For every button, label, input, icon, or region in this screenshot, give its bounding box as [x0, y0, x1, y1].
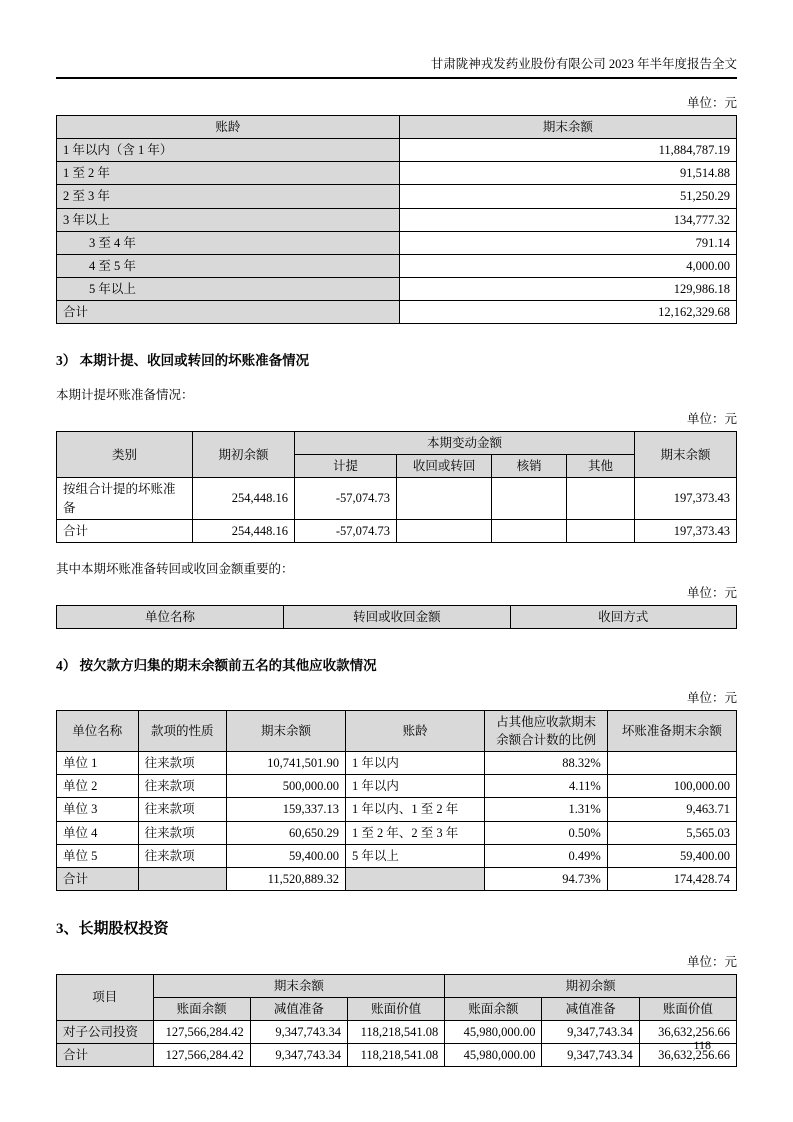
table-header-row: [57, 432, 737, 455]
table-row: [57, 185, 737, 208]
cell-percentage: 0.50%: [485, 821, 607, 844]
table-row: [57, 254, 737, 277]
cell-amount: [566, 478, 634, 519]
column-group-ending-balance: 期末余额: [153, 974, 445, 997]
table-row: [57, 277, 737, 300]
cell-aging-label: 3 年以上: [57, 208, 400, 231]
cell-total-amount: 12,162,329.68: [399, 301, 736, 324]
column-header-recovery-method: 收回方式: [510, 605, 736, 628]
cell-percentage: 0.49%: [485, 844, 607, 867]
table-row: [57, 478, 737, 519]
cell-amount: 45,980,000.00: [445, 1044, 542, 1067]
cell-amount: 254,448.16: [193, 519, 295, 542]
cell-amount: 118,218,541.08: [348, 1044, 445, 1067]
aging-balance-table: [56, 115, 737, 324]
cell-entity: 单位 1: [57, 752, 139, 775]
cell-nature: [138, 867, 226, 890]
table-row: [57, 231, 737, 254]
cell-amount: 197,373.43: [634, 478, 736, 519]
cell-aging-label: 4 至 5 年: [57, 254, 400, 277]
cell-amount: 791.14: [399, 231, 736, 254]
cell-total-label: 合计: [57, 1044, 154, 1067]
cell-amount: 100,000.00: [607, 775, 736, 798]
column-header-proportion: 占其他应收款期末余额合计数的比例: [485, 710, 607, 751]
cell-aging: 1 年以内: [345, 775, 484, 798]
cell-amount: 9,347,743.34: [250, 1044, 347, 1067]
cell-amount: 4,000.00: [399, 254, 736, 277]
cell-amount: 36,632,256.66: [639, 1021, 736, 1044]
table-row: [57, 821, 737, 844]
table-total-row: [57, 1044, 737, 1067]
cell-amount: [397, 478, 492, 519]
column-header-nature: 款项的性质: [138, 710, 226, 751]
provision-intro-text: 本期计提坏账准备情况：: [56, 388, 194, 403]
cell-amount: 127,566,284.42: [153, 1021, 250, 1044]
cell-amount: 91,514.88: [399, 162, 736, 185]
column-header-entity-name: 单位名称: [57, 710, 139, 751]
cell-aging: 1 年以内、1 至 2 年: [345, 798, 484, 821]
cell-amount: 129,986.18: [399, 277, 736, 300]
cell-amount: 9,463.71: [607, 798, 736, 821]
cell-amount: 254,448.16: [193, 478, 295, 519]
column-header-aging: 账龄: [345, 710, 484, 751]
table-header-row: [57, 974, 737, 997]
column-header-book-balance: 账面余额: [153, 998, 250, 1021]
column-header-item: 项目: [57, 974, 154, 1020]
cell-total-label: 合计: [57, 867, 139, 890]
column-group-beginning-balance: 期初余额: [445, 974, 737, 997]
cell-aging: [345, 867, 484, 890]
cell-entity: 单位 2: [57, 775, 139, 798]
column-header-recovered: 收回或转回: [397, 455, 492, 478]
cell-total-label: 合计: [57, 519, 193, 542]
cell-nature: 往来款项: [138, 775, 226, 798]
cell-aging-label: 3 至 4 年: [57, 231, 400, 254]
cell-amount: 500,000.00: [226, 775, 345, 798]
column-header-ending-balance: 期末余额: [399, 116, 736, 139]
cell-amount: 118,218,541.08: [348, 1021, 445, 1044]
cell-amount: 134,777.32: [399, 208, 736, 231]
column-header-book-balance: 账面余额: [445, 998, 542, 1021]
cell-amount: [566, 519, 634, 542]
cell-aging-label: 1 年以内（含 1 年）: [57, 139, 400, 162]
column-header-category: 类别: [57, 432, 193, 478]
table-header-row: [57, 116, 737, 139]
column-header-entity-name: 单位名称: [57, 605, 284, 628]
cell-amount: 59,400.00: [607, 844, 736, 867]
cell-amount: 9,347,743.34: [542, 1044, 639, 1067]
table-row: [57, 775, 737, 798]
cell-amount: 159,337.13: [226, 798, 345, 821]
cell-aging-label: 1 至 2 年: [57, 162, 400, 185]
cell-entity: 单位 3: [57, 798, 139, 821]
cell-percentage: 4.11%: [485, 775, 607, 798]
table-header-row: [57, 710, 737, 751]
section-heading-provision: 3） 本期计提、收回或转回的坏账准备情况: [56, 353, 310, 369]
cell-amount: 45,980,000.00: [445, 1021, 542, 1044]
cell-amount: 5,565.03: [607, 821, 736, 844]
cell-amount: -57,074.73: [295, 519, 397, 542]
column-header-baddebt-ending: 坏账准备期末余额: [607, 710, 736, 751]
cell-amount: 60,650.29: [226, 821, 345, 844]
column-header-ending-balance: 期末余额: [226, 710, 345, 751]
cell-aging-label: 2 至 3 年: [57, 185, 400, 208]
unit-label: 单位：元: [686, 96, 737, 110]
table-row: [57, 162, 737, 185]
table-subheader-row: [57, 998, 737, 1021]
cell-amount: 9,347,743.34: [542, 1021, 639, 1044]
unit-label: 单位：元: [686, 690, 737, 705]
column-header-aging: 账龄: [57, 116, 400, 139]
table-row: [57, 1021, 737, 1044]
cell-aging: 5 年以上: [345, 844, 484, 867]
long-term-equity-table: [56, 974, 737, 1068]
column-header-impairment: 减值准备: [250, 998, 347, 1021]
cell-entity: 单位 4: [57, 821, 139, 844]
column-header-other: 其他: [566, 455, 634, 478]
cell-amount: 10,741,501.90: [226, 752, 345, 775]
cell-amount: [492, 478, 567, 519]
document-header-title: 甘肃陇神戎发药业股份有限公司 2023 年半年度报告全文: [56, 0, 737, 79]
cell-percentage: 1.31%: [485, 798, 607, 821]
column-header-recovered-amount: 转回或收回金额: [284, 605, 510, 628]
cell-amount: 36,632,256.66: [639, 1044, 736, 1067]
provision-note-text: 其中本期坏账准备转回或收回金额重要的：: [56, 561, 294, 576]
cell-aging: 1 至 2 年、2 至 3 年: [345, 821, 484, 844]
cell-percentage: 94.73%: [485, 867, 607, 890]
unit-label: 单位：元: [686, 954, 737, 969]
cell-nature: 往来款项: [138, 798, 226, 821]
cell-entity: 单位 5: [57, 844, 139, 867]
table-row: [57, 844, 737, 867]
recovered-amount-table: [56, 605, 737, 629]
table-total-row: [57, 867, 737, 890]
cell-nature: 往来款项: [138, 752, 226, 775]
provision-change-table: [56, 431, 737, 543]
top5-receivables-table: [56, 710, 737, 891]
cell-amount: 59,400.00: [226, 844, 345, 867]
cell-amount: [492, 519, 567, 542]
cell-amount: 51,250.29: [399, 185, 736, 208]
column-header-ending-balance: 期末余额: [634, 432, 736, 478]
table-total-row: [57, 519, 737, 542]
column-header-accrual: 计提: [295, 455, 397, 478]
cell-total-label: 合计: [57, 301, 400, 324]
column-header-beginning-balance: 期初余额: [193, 432, 295, 478]
cell-aging-label: 5 年以上: [57, 277, 400, 300]
column-header-current-change: 本期变动金额: [295, 432, 635, 455]
column-header-book-value: 账面价值: [348, 998, 445, 1021]
cell-amount: 174,428.74: [607, 867, 736, 890]
table-row: [57, 752, 737, 775]
column-header-writeoff: 核销: [492, 455, 567, 478]
unit-label: 单位：元: [686, 412, 737, 427]
cell-nature: 往来款项: [138, 821, 226, 844]
cell-item: 对子公司投资: [57, 1021, 154, 1044]
section-heading-lti: 3、长期股权投资: [56, 920, 169, 937]
cell-nature: 往来款项: [138, 844, 226, 867]
cell-amount: 197,373.43: [634, 519, 736, 542]
cell-amount: [397, 519, 492, 542]
cell-amount: 11,884,787.19: [399, 139, 736, 162]
cell-percentage: 88.32%: [485, 752, 607, 775]
section-heading-top5: 4） 按欠款方归集的期末余额前五名的其他应收款情况: [56, 657, 377, 673]
table-row: [57, 139, 737, 162]
unit-label: 单位：元: [686, 585, 737, 600]
table-header-row: [57, 605, 737, 628]
table-row: [57, 208, 737, 231]
table-row: [57, 798, 737, 821]
column-header-impairment: 减值准备: [542, 998, 639, 1021]
table-total-row: [57, 301, 737, 324]
cell-amount: 11,520,889.32: [226, 867, 345, 890]
cell-amount: 9,347,743.34: [250, 1021, 347, 1044]
cell-category: 按组合计提的坏账准备: [57, 478, 193, 519]
column-header-book-value: 账面价值: [639, 998, 736, 1021]
cell-aging: 1 年以内: [345, 752, 484, 775]
cell-amount: 127,566,284.42: [153, 1044, 250, 1067]
cell-amount: -57,074.73: [295, 478, 397, 519]
page-number: 118: [693, 1038, 711, 1052]
cell-amount: [607, 752, 736, 775]
